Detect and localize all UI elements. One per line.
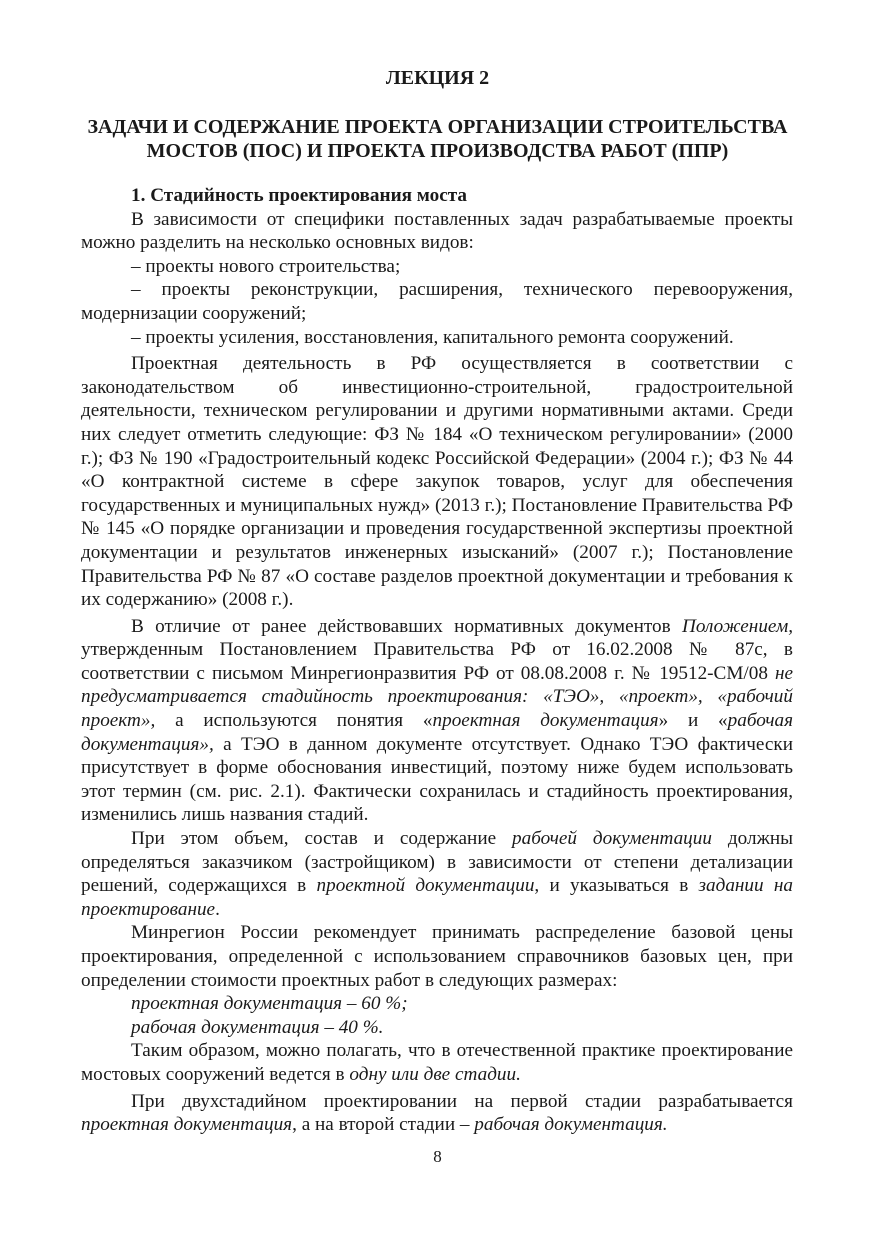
paragraph-3: В отличие от ранее действовавших нормативных документов Положением, утвержденным Постановлением Правительства РФ от 16.02.2008 № 87с, в соответствии с письмом Минрегионразвития РФ от 08.08.2008 г. № 19512-СМ/08 не предусматривается стадийность проектирования: «ТЭО», «проект», «рабочий проект», а используются понятия «проектная документация» и «рабочая документация», а ТЭО в данном документе отсутствует. Однако ТЭО фактически присутствует в форме обоснования инвестиций, поэтому ниже будем использовать этот термин (см. рис. 2.1). Фактически сохранилась и стадийность проектирования, изменились лишь названия стадий. xyxy=(81,615,794,826)
page-number: 8 xyxy=(433,1147,442,1166)
paragraph-4: При этом объем, состав и содержание рабочей документации должны определяться заказчиком (застройщиком) в зависимости от степени детализации решений, содержащихся в проектной документации, и указываться в задании на проектирование. xyxy=(81,828,793,920)
page-title xyxy=(60,115,815,163)
body-text xyxy=(81,184,793,1137)
paragraph-2: Проектная деятельность в РФ осуществляется в соответствии с законодательством об инвестиционно-строительной, градостроительной деятельности, техническом регулировании и другими нормативными актами. Среди них следует отметить следующие: ФЗ № 184 «О техническом регулировании» (2000 г.); ФЗ № 190 «Градостроительный кодекс Российской Федерации» (2004 г.); ФЗ № 44 «О контрактной системе в сфере закупок товаров, услуг для обеспечения государственных и муниципальных нужд» (2013 г.); Постановление Правительства РФ № 145 «О порядке организации и проведения государственной экспертизы проектной документации и результатов инженерных изысканий» (2007 г.); Постановление Правительства РФ № 87 «О составе разделов проектной документации и требования к их содержанию» (2008 г.). xyxy=(81,353,793,611)
paragraph-8: При двухстадийном проектировании на первой стадии разрабатывается проектная документация, а на второй стадии – рабочая документация. xyxy=(81,1090,793,1136)
title-line-2: МОСТОВ (ПОС) И ПРОЕКТА ПРОИЗВОДСТВА РАБОТ (ППР) xyxy=(146,140,729,162)
list-item: – проекты реконструкции, расширения, технического перевооружения, модернизации сооружений; xyxy=(81,279,793,324)
paragraph-5: Минрегион России рекомендует принимать распределение базовой цены проектирования, определенной с использованием справочников базовых цен, при определении стоимости проектных работ в следующих размерах: xyxy=(81,922,793,991)
section-heading: 1. Стадийность проектирования моста xyxy=(131,185,467,206)
title-line-1: ЗАДАЧИ И СОДЕРЖАНИЕ ПРОЕКТА ОРГАНИЗАЦИИ СТРОИТЕЛЬСТВА xyxy=(87,116,788,138)
distribution-item-2: рабочая документация – 40 %. xyxy=(131,1016,384,1038)
paragraph-1: В зависимости от специфики поставленных задач разрабатываемые проекты можно разделить на несколько основных видов: xyxy=(81,208,793,254)
distribution-item-1: проектная документация – 60 %; xyxy=(131,993,408,1015)
list-item: – проекты нового строительства; xyxy=(131,255,401,277)
list-item: – проекты усиления, восстановления, капитального ремонта сооружений. xyxy=(131,326,734,348)
lecture-label: ЛЕКЦИЯ 2 xyxy=(385,67,490,89)
paragraph-7: Таким образом, можно полагать, что в отечественной практике проектирование мостовых сооружений ведется в одну или две стадии. xyxy=(81,1040,793,1085)
